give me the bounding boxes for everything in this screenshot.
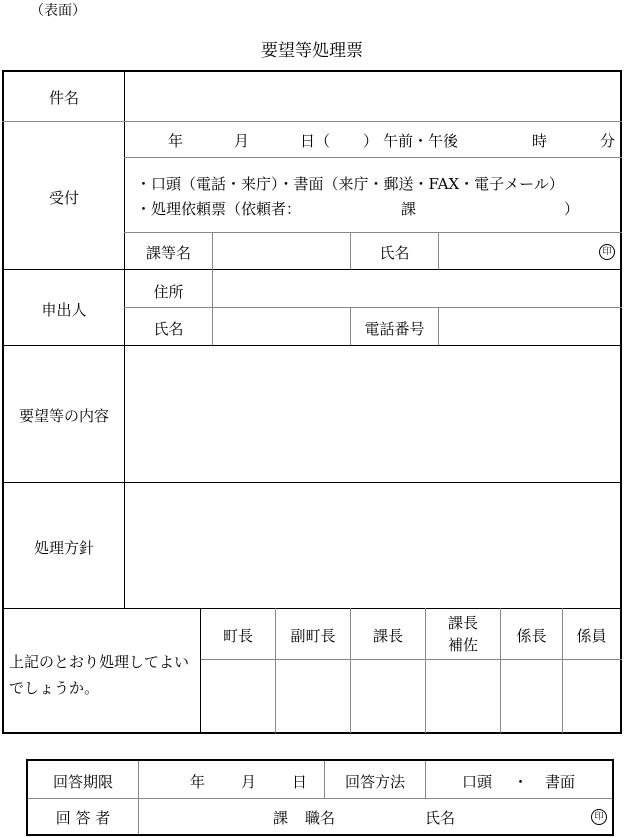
reply-deadline-month: 月 [241, 773, 257, 791]
address-field[interactable] [213, 270, 620, 307]
reply-deadline-year: 年 [190, 773, 206, 791]
approver-staff: 係員 [576, 627, 607, 645]
reception-close-paren: ） [363, 132, 379, 150]
reception-month: 月 [234, 132, 250, 150]
reception-year: 年 [168, 132, 184, 150]
approver-mayor: 町長 [222, 627, 253, 645]
policy-label: 処理方針 [33, 539, 94, 557]
responder-seal-stamp: 印 [591, 809, 607, 825]
subject-field[interactable] [126, 72, 620, 120]
reception-day: 日（ [300, 132, 331, 150]
responder-position: 職名 [305, 809, 336, 827]
responder-label: 回 答 者 [55, 809, 111, 827]
reception-minute: 分 [600, 132, 616, 150]
applicant-label: 申出人 [41, 301, 87, 319]
responder-name: 氏名 [425, 809, 456, 827]
staff-name-label: 氏名 [379, 244, 410, 262]
approval-question: 上記のとおり処理してよいでしょうか。 [9, 653, 190, 697]
section-label: 課等名 [145, 244, 191, 262]
address-label: 住所 [153, 283, 184, 301]
request-content-field[interactable] [126, 346, 620, 482]
reception-am-pm: 午前・午後 [383, 132, 459, 150]
reception-method-line1: ・口頭（電話・来庁）・書面（来庁・郵送・FAX・電子メール） [136, 175, 564, 193]
request-content-label: 要望等の内容 [18, 407, 109, 425]
subject-label: 件名 [48, 89, 79, 107]
reply-deadline-day: 日 [292, 773, 308, 791]
approver-subsection-chief: 係長 [516, 627, 547, 645]
reception-requester-section: 課 [401, 200, 417, 218]
side-label: （表面） [30, 3, 86, 19]
staff-name-field[interactable] [439, 233, 620, 269]
phone-field[interactable] [439, 308, 620, 345]
approver-deputy-mayor: 副町長 [290, 627, 336, 645]
reply-method-label: 回答方法 [344, 773, 405, 791]
approver-assistant-chief: 課長 補佐 [447, 614, 478, 654]
seal-stamp: 印 [599, 244, 615, 260]
approval-stamp-box[interactable] [201, 660, 275, 732]
approver-section-chief: 課長 [372, 627, 403, 645]
reception-method-line2: ・処理依頼票（依頼者： [136, 200, 302, 218]
policy-field[interactable] [126, 483, 620, 608]
page-title: 要望等処理票 [261, 41, 363, 61]
approval-stamp-box[interactable] [351, 660, 425, 732]
reply-method-oral[interactable]: 口頭 [462, 773, 493, 791]
reply-method-separator: ・ [513, 773, 529, 791]
approval-stamp-box[interactable] [276, 660, 350, 732]
applicant-name-field[interactable] [213, 308, 350, 345]
approval-stamp-box[interactable] [426, 660, 500, 732]
approval-stamp-box[interactable] [501, 660, 562, 732]
responder-section: 課 [273, 809, 289, 827]
phone-label: 電話番号 [364, 320, 425, 338]
reply-method-written[interactable]: 書面 [545, 773, 576, 791]
reply-deadline-label: 回答期限 [52, 773, 113, 791]
reception-requester-close: ） [564, 200, 580, 218]
reception-hour: 時 [532, 132, 548, 150]
applicant-name-label: 氏名 [153, 320, 184, 338]
approval-stamp-box[interactable] [563, 660, 620, 732]
section-field[interactable] [213, 233, 350, 269]
reception-label: 受付 [48, 189, 79, 207]
